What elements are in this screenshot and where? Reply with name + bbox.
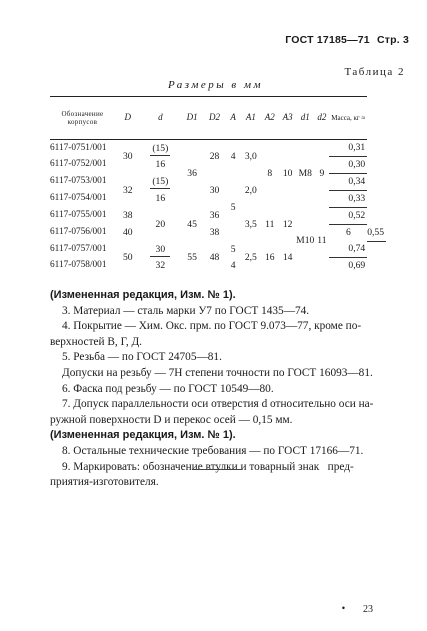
cell-d-value: (15) bbox=[150, 143, 170, 156]
cell-D2: 38 bbox=[209, 227, 220, 238]
cell-A: 6 bbox=[345, 227, 351, 239]
cell-d bbox=[141, 174, 180, 191]
row-code: 6117-0755/001 bbox=[50, 210, 107, 221]
paragraph-6: 6. Фаска под резьбу — по ГОСТ 10549—80. bbox=[62, 382, 274, 395]
paragraph-5b: Допуски на резьбу — 7Н степени точности по ГОСТ 16093—81. bbox=[62, 366, 373, 379]
paragraph-8: 8. Остальные технические требования — по ГОСТ 17166—71. bbox=[62, 444, 364, 457]
cell-D1: 36 bbox=[187, 168, 197, 179]
row-code: 6117-0754/001 bbox=[50, 193, 107, 204]
paragraph-9b: приятия-изготовителя. bbox=[50, 476, 159, 489]
cell-mass: 0,55 bbox=[367, 225, 386, 242]
cell-d1: M8 bbox=[298, 168, 312, 179]
cell-d: 32 bbox=[155, 260, 166, 271]
cell-d1: M10 bbox=[296, 235, 315, 246]
paragraph-4b: верхностей В, Г, Д. bbox=[50, 335, 143, 348]
table-row bbox=[50, 225, 386, 242]
cell-A1: 2,0 bbox=[244, 184, 257, 196]
cell-A: 4 bbox=[230, 260, 236, 271]
col-mass: Масса, кг ≈ bbox=[329, 97, 367, 140]
page-label: Стр. 3 bbox=[376, 34, 409, 46]
col-d2: d2 bbox=[314, 97, 329, 140]
row-code: 6117-0752/001 bbox=[50, 159, 107, 170]
cell-A: 5 bbox=[230, 243, 236, 255]
cell-D: 50 bbox=[122, 251, 133, 263]
paragraph-5: 5. Резьба — по ГОСТ 24705—81. bbox=[62, 351, 222, 364]
cell-D: 32 bbox=[122, 184, 133, 196]
cell-d-value: (15) bbox=[150, 176, 170, 189]
col-d1: d1 bbox=[296, 97, 314, 140]
requirements-text bbox=[50, 288, 390, 491]
page-number: 23 bbox=[363, 604, 373, 615]
col-A3: A3 bbox=[279, 97, 296, 140]
cell-A2: 11 bbox=[265, 218, 275, 230]
cell-A2: 16 bbox=[264, 251, 275, 263]
cell-mass: 0,52 bbox=[329, 208, 367, 225]
col-D2: D2 bbox=[204, 97, 225, 140]
cell-d2: 9 bbox=[319, 168, 325, 179]
cell-mass: 0,30 bbox=[329, 157, 367, 174]
revision-note: (Измененная редакция, Изм. № 1). bbox=[50, 429, 236, 442]
page-header bbox=[281, 34, 409, 46]
col-A1: A1 bbox=[241, 97, 260, 140]
cell-mass: 0,74 bbox=[329, 241, 367, 258]
table-caption: Размеры в мм bbox=[168, 79, 263, 91]
table-row bbox=[50, 208, 386, 225]
cell-D1: 45 bbox=[187, 218, 197, 230]
cell-d: 16 bbox=[155, 193, 166, 205]
table-row bbox=[50, 140, 386, 157]
col-A2: A2 bbox=[260, 97, 279, 140]
cell-d-value: 30 bbox=[150, 244, 170, 257]
cell-mass: 0,69 bbox=[348, 260, 366, 272]
cell-d bbox=[141, 140, 180, 157]
footer-bullet: • bbox=[341, 603, 345, 613]
cell-d2: 11 bbox=[317, 235, 327, 246]
cell-D: 30 bbox=[122, 151, 133, 162]
revision-note: (Измененная редакция, Изм. № 1). bbox=[50, 289, 236, 301]
cell-d bbox=[141, 241, 180, 258]
cell-A2: 8 bbox=[267, 168, 273, 179]
cell-A1: 3,0 bbox=[244, 151, 257, 162]
cell-d: 20 bbox=[155, 218, 166, 230]
cell-A3: 12 bbox=[282, 218, 293, 230]
table-row bbox=[50, 241, 386, 258]
cell-D: 38 bbox=[122, 210, 133, 222]
col-D1: D1 bbox=[180, 97, 204, 140]
cell-A1: 3,5 bbox=[244, 218, 257, 230]
col-A: A bbox=[225, 97, 241, 140]
paragraph-9a: 9. Маркировать: обозначение втулки и товарный знак пред- bbox=[62, 460, 354, 473]
cell-D2: 30 bbox=[209, 184, 220, 196]
cell-A: 5 bbox=[230, 201, 236, 213]
cell-D2: 36 bbox=[209, 210, 220, 222]
cell-A1: 2,5 bbox=[244, 251, 257, 263]
cell-mass: 0,34 bbox=[329, 174, 367, 191]
col-designation: Обозначение корпусов bbox=[50, 97, 115, 140]
end-divider bbox=[192, 469, 242, 470]
table-label: Таблица 2 bbox=[344, 66, 405, 78]
paragraph-7a: 7. Допуск параллельности оси отверстия d относительно оси на- bbox=[62, 398, 374, 411]
standard-number: ГОСТ 17185—71 bbox=[285, 34, 370, 46]
row-code: 6117-0751/001 bbox=[50, 142, 107, 153]
cell-D2: 28 bbox=[209, 151, 220, 162]
cell-mass: 0,31 bbox=[329, 140, 367, 157]
col-D: D bbox=[115, 97, 141, 140]
dimensions-table bbox=[50, 96, 386, 274]
row-code: 6117-0756/001 bbox=[50, 227, 107, 237]
cell-D2: 48 bbox=[209, 251, 220, 263]
cell-A3: 14 bbox=[282, 251, 293, 263]
table-row bbox=[50, 174, 386, 191]
row-code: 6117-0753/001 bbox=[50, 176, 107, 187]
cell-A: 4 bbox=[230, 151, 236, 162]
cell-d: 16 bbox=[155, 159, 166, 171]
cell-mass: 0,33 bbox=[329, 191, 367, 208]
row-code: 6117-0758/001 bbox=[50, 260, 107, 270]
paragraph-4a: 4. Покрытие — Хим. Окс. прм. по ГОСТ 9.073—77, кроме по- bbox=[62, 320, 362, 333]
cell-A3: 10 bbox=[282, 168, 293, 179]
paragraph-7b: ружной поверхности D и перекос осей — 0,15 мм. bbox=[50, 413, 293, 426]
cell-D: 40 bbox=[122, 227, 133, 238]
row-code: 6117-0757/001 bbox=[50, 243, 107, 254]
col-d: d bbox=[141, 97, 180, 140]
cell-D1: 55 bbox=[187, 251, 197, 263]
paragraph-3: 3. Материал — сталь марки У7 по ГОСТ 1435—74. bbox=[62, 304, 310, 317]
